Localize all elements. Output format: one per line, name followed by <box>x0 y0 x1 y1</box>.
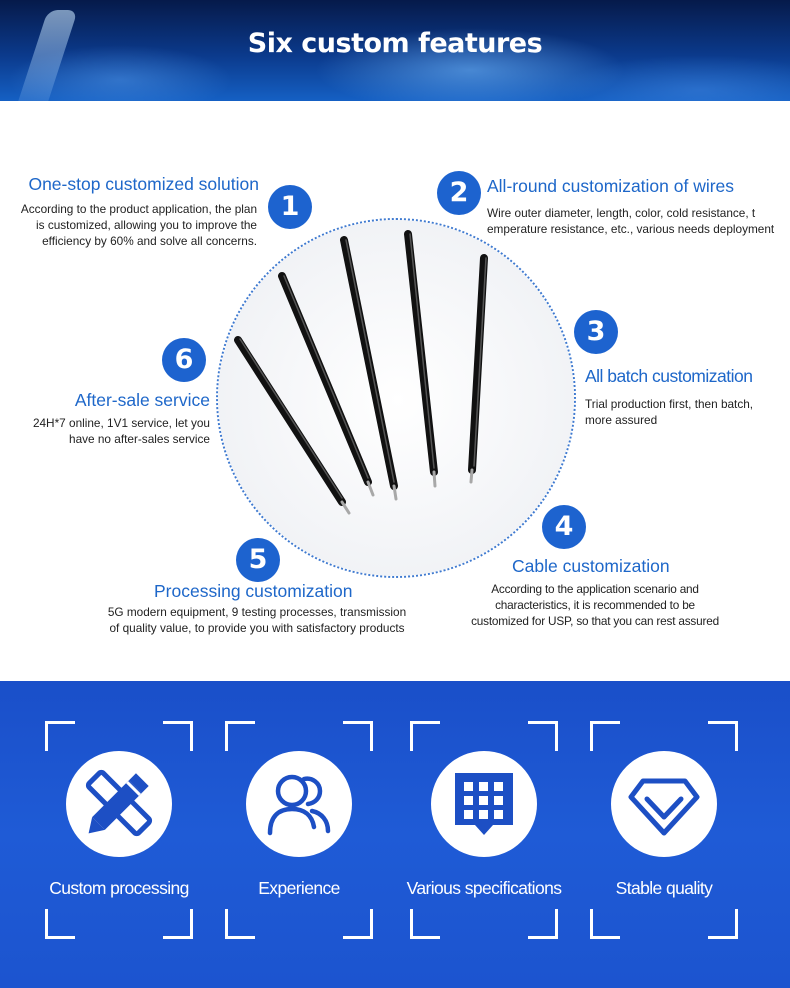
feature-3-title: All batch customization <box>585 366 753 386</box>
feature-4-line: characteristics, it is recommended to be <box>495 598 695 612</box>
feature-4-number-badge: 4 <box>542 505 586 549</box>
feature-6-number-badge: 6 <box>162 338 206 382</box>
feature-5-number-badge: 5 <box>236 538 280 582</box>
card-custom-processing <box>45 721 193 939</box>
feature-2-line: emperature resistance, etc., various needs deployment <box>487 222 775 236</box>
icon-disc <box>431 751 537 857</box>
frame-corner <box>708 909 738 939</box>
feature-6-line: have no after-sales service <box>69 432 210 446</box>
frame-corner <box>410 721 440 751</box>
frame-corner <box>528 909 558 939</box>
feature-6-line: 24H*7 online, 1V1 service, let you <box>32 416 210 430</box>
card-label: Experience <box>258 878 340 898</box>
frame-corner <box>590 909 620 939</box>
feature-1-line: is customized, allowing you to improve the <box>36 218 257 232</box>
grid-chat-icon <box>431 751 537 857</box>
card-various-specifications <box>406 721 562 939</box>
feature-4-line: customized for USP, so that you can rest assured <box>471 614 719 628</box>
feature-4-line: According to the application scenario and <box>491 582 699 596</box>
frame-corner <box>163 909 193 939</box>
icon-disc <box>66 751 172 857</box>
card-label: Various specifications <box>406 878 562 898</box>
feature-5-title: Processing customization <box>154 581 353 601</box>
frame-corner <box>343 721 373 751</box>
card-experience <box>225 721 373 939</box>
card-stable-quality <box>590 721 738 939</box>
pencil-ruler-icon <box>66 751 172 857</box>
wires-illustration <box>218 220 576 578</box>
card-label: Custom processing <box>49 878 189 898</box>
users-icon <box>246 751 352 857</box>
feature-1-number-badge: 1 <box>268 185 312 229</box>
advantages-section <box>0 681 790 988</box>
frame-corner <box>45 909 75 939</box>
frame-corner <box>410 909 440 939</box>
feature-4-description <box>470 581 720 629</box>
frame-corner <box>528 721 558 751</box>
feature-1-description <box>21 201 257 249</box>
feature-5-description <box>92 604 422 636</box>
top-banner <box>0 0 790 101</box>
frame-corner <box>590 721 620 751</box>
frame-corner <box>225 721 255 751</box>
feature-1-line: efficiency by 60% and solve all concerns. <box>42 234 257 248</box>
feature-3-description <box>585 396 753 428</box>
feature-5-line: 5G modern equipment, 9 testing processes, transmission <box>107 605 407 619</box>
feature-2-line: Wire outer diameter, length, color, cold resistance, t <box>487 206 756 220</box>
page-title: Six custom features <box>247 28 543 59</box>
feature-2-description <box>487 205 774 237</box>
icon-disc <box>246 751 352 857</box>
feature-3-number-badge: 3 <box>574 310 618 354</box>
wires-photo <box>216 218 576 578</box>
frame-corner <box>163 721 193 751</box>
feature-6-description <box>33 415 210 447</box>
feature-6-title: After-sale service <box>74 390 210 410</box>
feature-2-number-badge: 2 <box>437 171 481 215</box>
diamond-check-icon <box>611 751 717 857</box>
feature-3-line: more assured <box>585 413 658 427</box>
feature-1-title: One-stop customized solution <box>28 174 259 194</box>
feature-2-title: All-round customization of wires <box>487 176 735 196</box>
feature-4-title: Cable customization <box>512 556 670 576</box>
feature-3-line: Trial production first, then batch, <box>585 397 754 411</box>
card-label: Stable quality <box>615 878 713 898</box>
frame-corner <box>343 909 373 939</box>
frame-corner <box>708 721 738 751</box>
icon-disc <box>611 751 717 857</box>
feature-5-line: of quality value, to provide you with satisfactory products <box>109 621 405 635</box>
frame-corner <box>45 721 75 751</box>
feature-1-line: According to the product application, the plan <box>20 202 257 216</box>
frame-corner <box>225 909 255 939</box>
